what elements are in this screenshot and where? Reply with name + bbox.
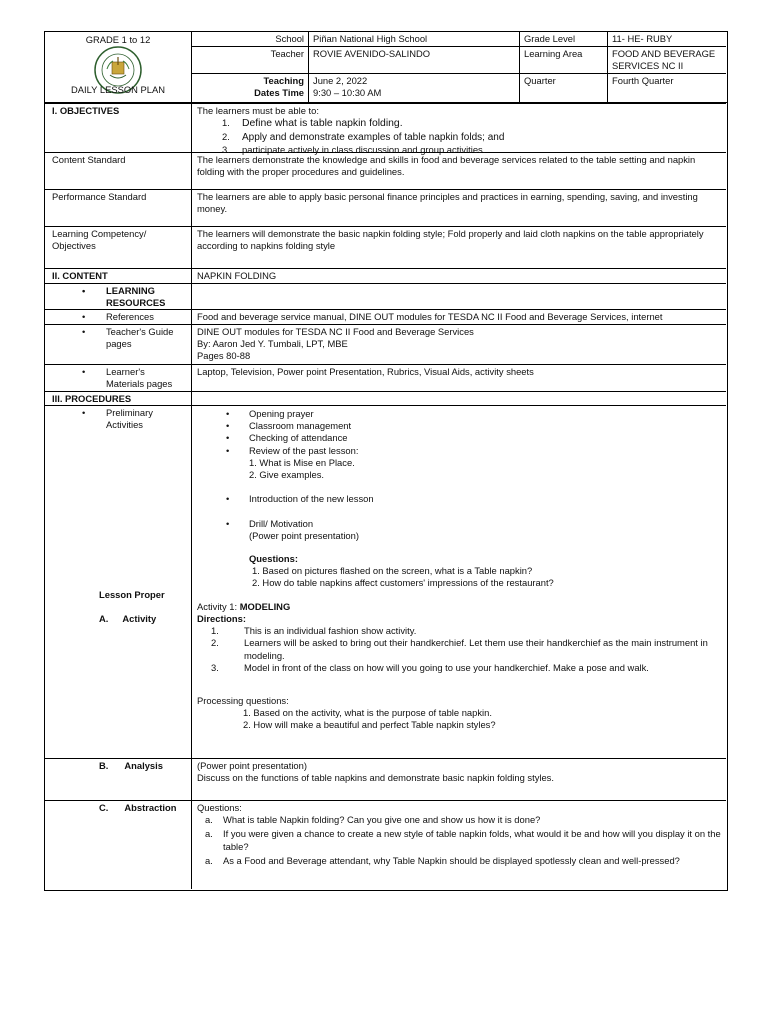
references-label [45, 310, 192, 324]
learning-area-line-1: FOOD AND BEVERAGE [612, 48, 716, 59]
learners-materials-value: Laptop, Television, Power point Presentation, Rubrics, Visual Aids, activity sheets [197, 366, 534, 377]
performance-standard-label: Performance Standard [45, 190, 192, 226]
objectives-content [192, 104, 726, 155]
teachers-guide-line-2: By: Aaron Jed Y. Tumbali, LPT, MBE [197, 338, 348, 350]
teachers-guide-label [45, 325, 192, 364]
objective-item [197, 131, 721, 144]
grade-level-label: Grade Level [520, 32, 608, 47]
activity-title-text: MODELING [239, 600, 291, 612]
abstraction-text: As a Food and Beverage attendant, why Table Napkin should be displayed spotlessly clean and well-pressed? [223, 854, 680, 866]
preliminary-activity-row [45, 406, 726, 759]
performance-standard-row [45, 190, 726, 227]
content-standard-label: Content Standard [45, 153, 192, 189]
motivation-question: 2. How do table napkins affect customers' impressions of the restaurant? [252, 577, 554, 589]
drill-note: (Power point presentation) [249, 529, 359, 541]
abstraction-questions-label: Questions: [197, 802, 242, 813]
activity-label-text: Activity [122, 613, 157, 624]
plan-title: DAILY LESSON PLAN [71, 84, 165, 95]
lesson-plan-table [44, 103, 728, 891]
procedures-row [45, 392, 726, 406]
objectives-label: I. OBJECTIVES [45, 104, 192, 152]
learning-area-line-2: SERVICES NC II [612, 60, 684, 72]
objective-text: Define what is table napkin folding. [242, 118, 403, 130]
teacher-label: Teacher [192, 47, 309, 74]
analysis-content [192, 759, 726, 800]
analysis-line-1: (Power point presentation) [197, 760, 307, 771]
objective-number: 2. [222, 130, 230, 142]
activity-title [197, 601, 721, 613]
learning-area-label: Learning Area [520, 47, 608, 74]
direction-text: This is an individual fashion show activity. [244, 625, 417, 637]
abstraction-row [45, 801, 726, 889]
prelim-item: • Classroom management [197, 420, 721, 432]
teacher-value: ROVIE AVENIDO-SALINDO [309, 47, 520, 74]
abstraction-item [197, 814, 721, 826]
references-label-text: • References [52, 311, 184, 323]
teaching-label-line-1: Teaching [263, 75, 304, 86]
school-value: Piñan National High School [309, 32, 520, 47]
abstraction-content [192, 801, 726, 889]
procedures-value [192, 392, 726, 405]
abstraction-marker: a. [205, 828, 213, 840]
teachers-guide-value [192, 325, 726, 364]
preliminary-activity-labels [45, 406, 192, 758]
competency-label [45, 227, 192, 268]
competency-row [45, 227, 726, 269]
content-label: II. CONTENT [45, 269, 192, 283]
preliminary-activity-content [192, 406, 726, 758]
motivation-question: 1. Based on pictures flashed on the screen, what is a Table napkin? [252, 565, 533, 577]
quarter-value: Fourth Quarter [612, 75, 674, 86]
objective-text: Apply and demonstrate examples of table napkin folds; and [242, 131, 505, 143]
direction-text: Learners will be asked to bring out their handkerchief. Let them use their handkerchief as the main instrument in modeling. [244, 637, 708, 661]
learning-area-value [608, 47, 726, 74]
resources-value [192, 284, 726, 309]
analysis-label [45, 759, 192, 800]
activity-title-prefix: Activity 1: [197, 600, 240, 612]
abstraction-marker: a. [205, 814, 213, 826]
resources-label-line-1: • LEARNING [52, 285, 184, 297]
review-item: 1. What is Mise en Place. [249, 456, 355, 468]
teaching-dates-label [192, 74, 309, 102]
resources-row [45, 284, 726, 310]
teachers-guide-line-1: DINE OUT modules for TESDA NC II Food and Beverage Services [197, 326, 474, 337]
learners-materials-label-line-2: Materials pages [106, 378, 173, 390]
teaching-dates-value [309, 74, 520, 102]
direction-number: 1. [211, 625, 219, 637]
abstraction-marker: a. [205, 854, 213, 866]
content-standard-text: The learners demonstrate the knowledge and skills in food and beverage services related to the table setting and napkin folding with the proper procedures and guidelines. [197, 154, 696, 178]
content-standard-row [45, 153, 726, 190]
direction-item [197, 662, 721, 674]
content-row [45, 269, 726, 284]
prelim-item: • Review of the past lesson: [197, 445, 721, 457]
learners-materials-label [45, 365, 192, 391]
abstraction-text: If you were given a chance to create a new style of table napkin folds, what would it be and how will you display it on the table? [223, 828, 721, 852]
direction-number: 2. [211, 637, 219, 649]
teachers-guide-row [45, 325, 726, 365]
lesson-proper-label: Lesson Proper [99, 589, 165, 600]
direction-number: 3. [211, 661, 219, 673]
review-item: 2. Give examples. [249, 469, 325, 481]
analysis-line-2: Discuss on the functions of table napkins and demonstrate basic napkin folding styles. [197, 772, 554, 784]
resources-label-line-2: RESOURCES [106, 297, 166, 309]
analysis-row [45, 759, 726, 801]
teaching-label-line-2: Dates Time [254, 87, 304, 99]
abstraction-label [45, 801, 192, 889]
header-table [44, 31, 728, 103]
objectives-intro: The learners must be able to: [197, 105, 319, 116]
abstraction-letter: C. [99, 802, 109, 813]
preliminary-label-line-2: Activities [106, 419, 143, 431]
analysis-letter: B. [99, 760, 109, 771]
learners-materials-row [45, 365, 726, 392]
abstraction-text: What is table Napkin folding? Can you give one and show us how it is done? [223, 814, 541, 826]
processing-question: 2. How will make a beautiful and perfect Table napkin styles? [243, 719, 496, 731]
objective-text: participate actively in class discussion and group activities. [242, 143, 486, 155]
date-value: June 2, 2022 [313, 75, 368, 86]
objective-number: 1. [222, 117, 230, 129]
procedures-label: III. PROCEDURES [45, 392, 192, 405]
quarter-label: Quarter [520, 74, 608, 102]
resources-label [45, 284, 192, 309]
teachers-guide-line-3: Pages 80-88 [197, 350, 251, 362]
objective-number: 3. [222, 143, 230, 155]
prelim-item: • Opening prayer [197, 408, 721, 420]
references-value: Food and beverage service manual, DINE OUT modules for TESDA NC II Food and Beverage Services, internet [197, 311, 663, 322]
activity-label [99, 613, 156, 625]
content-value: NAPKIN FOLDING [197, 270, 277, 281]
direction-text: Model in front of the class on how will you going to use your handkerchief. Make a pose and walk. [244, 661, 649, 673]
analysis-label-text: Analysis [124, 760, 163, 771]
questions-label: Questions: [249, 552, 298, 564]
processing-question: 1. Based on the activity, what is the purpose of table napkin. [243, 707, 492, 719]
objective-item [197, 117, 721, 131]
grade-level-value: 11- HE- RUBY [608, 32, 726, 47]
time-value: 9:30 – 10:30 AM [313, 87, 382, 99]
drill-motivation: • Drill/ Motivation [197, 518, 721, 530]
competency-text: The learners will demonstrate the basic napkin folding style; Fold properly and laid cloth napkins on the table appropriately according to napkins folding style [197, 228, 704, 252]
teachers-guide-label-line-2: pages [106, 338, 132, 350]
direction-item [197, 625, 721, 637]
competency-label-line-1: Learning Competency/ [52, 228, 147, 239]
learners-materials-label-line-1: • Learner's [52, 366, 184, 378]
abstraction-item [197, 855, 721, 867]
activity-letter: A. [99, 613, 109, 624]
preliminary-label-line-1: • Preliminary [52, 407, 184, 419]
direction-item [197, 637, 721, 661]
objectives-row [45, 103, 726, 153]
grade-range: GRADE 1 to 12 [85, 34, 151, 45]
processing-label: Processing questions: [197, 694, 289, 706]
school-label: School [192, 32, 309, 47]
abstraction-item [197, 828, 721, 852]
teachers-guide-label-line-1: • Teacher's Guide [52, 326, 184, 338]
intro-new-lesson: • Introduction of the new lesson [197, 493, 721, 505]
competency-label-line-2: Objectives [52, 240, 96, 252]
references-row [45, 310, 726, 325]
directions-label: Directions: [197, 612, 246, 624]
prelim-item: • Checking of attendance [197, 432, 721, 444]
performance-standard-text: The learners are able to apply basic personal finance principles and practices in earning, spending, saving, and investing money. [197, 191, 698, 215]
abstraction-label-text: Abstraction [124, 802, 177, 813]
header-left-block [45, 32, 192, 102]
